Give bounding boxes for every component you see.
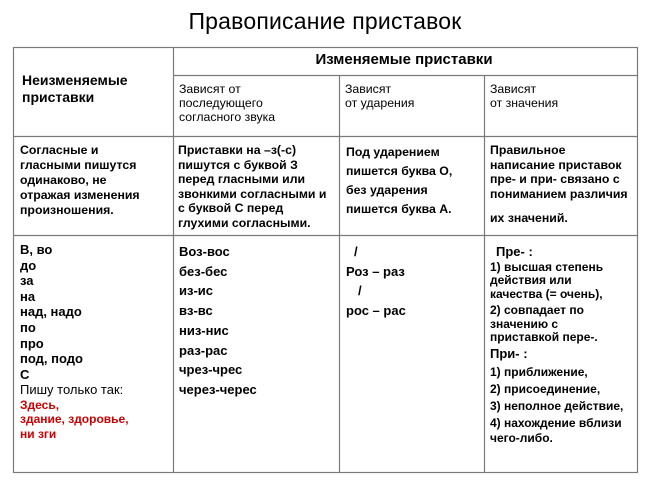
rule-text: написание приставок [490, 157, 622, 172]
rule-text: пониманием различия [490, 186, 628, 201]
stress-mark: / [358, 283, 362, 299]
meaning-item: 2) присоединение, [490, 382, 601, 397]
prefix-pri-heading: При- : [490, 346, 528, 362]
rule-text: одинаково, не [20, 173, 107, 187]
subheader-stress [345, 82, 414, 110]
meaning-item: значению с [490, 316, 559, 331]
example-item: В, во [20, 242, 53, 257]
rule-text: Согласные и [20, 143, 99, 157]
meaning-item: качества (= очень), [490, 286, 603, 301]
example-item: под, подо [20, 351, 83, 367]
examples-stress [346, 242, 406, 321]
rule-text: пре- и при- связано с [490, 172, 620, 187]
meaning-item: 4) нахождение вблизи [490, 416, 622, 431]
example-item: за [20, 273, 34, 289]
rule-text: Под ударением [346, 145, 440, 159]
example-item: Воз-вос [179, 244, 230, 259]
subheader-consonant [179, 82, 275, 124]
rule-text: гласными пишутся [20, 158, 137, 172]
meaning-item: 1) приближение, [490, 365, 588, 380]
meaning-item: приставкой пере-. [490, 330, 598, 345]
exception-item: ни зги [20, 426, 57, 441]
meaning-item: 1) высшая степень [490, 260, 604, 274]
subheader-text: Зависят [345, 82, 392, 96]
rule-meaning [490, 143, 628, 226]
rule-unchangeable [20, 143, 140, 218]
example-item: через-черес [179, 381, 257, 397]
exception-item: Здесь, [20, 397, 60, 412]
rule-text: пишется буква О, [346, 164, 453, 178]
subheader-text: согласного звука [179, 110, 276, 124]
example-note: Пишу только так: [20, 382, 124, 398]
rule-text: без ударения [346, 183, 428, 197]
rule-text: их значений. [490, 211, 568, 226]
rule-text: Правильное [490, 143, 566, 157]
example-item: чрез-чрес [179, 362, 243, 378]
example-item: Роз – раз [346, 263, 405, 279]
rule-text: глухими согласными. [178, 215, 311, 230]
example-item: без-бес [179, 263, 228, 279]
rule-text: пишутся с буквой З [178, 157, 298, 172]
rule-text: отражая изменения [20, 188, 140, 202]
subheader-text: Зависят от [179, 82, 241, 96]
rule-text: пишется буква А. [346, 202, 452, 216]
header-text: приставки [22, 89, 95, 105]
rule-text: перед гласными или [178, 172, 306, 187]
examples-unchangeable [20, 242, 129, 441]
example-item: до [20, 257, 37, 273]
rule-text: с буквой С перед [178, 201, 284, 216]
example-item: рос – рас [346, 303, 406, 319]
meaning-item: действия или [490, 273, 572, 288]
stress-mark: / [354, 244, 358, 259]
rule-consonant [178, 143, 326, 231]
subheader-text: от ударения [345, 96, 415, 110]
example-item: про [20, 335, 44, 351]
subheader-meaning [490, 82, 558, 110]
exception-item: здание, здоровье, [20, 412, 129, 427]
page-title: Правописание приставок [188, 8, 462, 34]
example-item: над, надо [20, 304, 82, 320]
example-item: вз-вс [179, 303, 213, 319]
subheader-text: Зависят [490, 82, 537, 96]
examples-consonant [179, 242, 257, 400]
rule-text: произношения. [20, 203, 114, 217]
header-unchangeable [22, 72, 128, 106]
meaning-item: 3) неполное действие, [490, 399, 624, 414]
example-item: из-ис [179, 283, 214, 299]
prefix-pre-heading: Пре- : [496, 244, 533, 259]
meaning-item: чего-либо. [490, 431, 553, 446]
meaning-item: 2) совпадает по [490, 303, 584, 318]
rule-text: звонкими согласными и [178, 186, 327, 201]
subheader-text: последующего [179, 96, 263, 110]
example-item: низ-нис [179, 322, 229, 338]
header-text: Неизменяемые [22, 72, 128, 88]
example-item: раз-рас [179, 342, 228, 358]
example-item: на [20, 288, 36, 304]
example-item: по [20, 319, 36, 335]
header-changeable: Изменяемые приставки [315, 51, 493, 68]
subheader-text: от значения [490, 96, 559, 110]
example-item: С [20, 366, 30, 382]
examples-meaning [490, 243, 623, 446]
rule-stress [346, 143, 452, 219]
rule-text: Приставки на –з(-с) [178, 143, 297, 157]
